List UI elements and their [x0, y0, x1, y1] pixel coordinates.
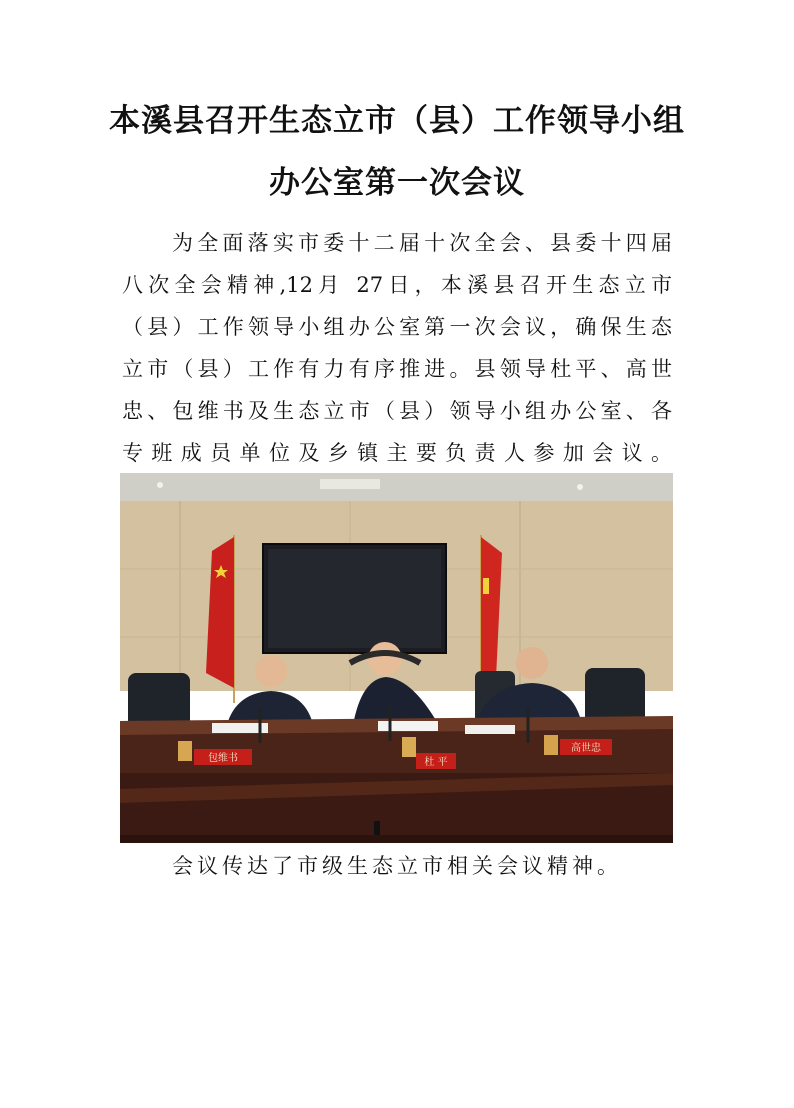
- document-title-line-1: 本溪县召开生态立市（县）工作领导小组: [109, 103, 685, 139]
- document-title-line-2: 办公室第一次会议: [269, 165, 525, 201]
- paragraph-line-3: （县）工作领导小组办公室第一次会议，确保生态: [122, 315, 672, 339]
- nameplate-2: 杜 平: [424, 757, 448, 768]
- nameplate-1: 包维书: [208, 753, 238, 764]
- paragraph-line-1: 为全面落实市委十二届十次全会、县委十四届: [172, 231, 672, 255]
- paragraph-line-5: 忠、包维书及生态立市（县）领导小组办公室、各: [122, 399, 672, 423]
- paragraph-line-2: 八次全会精神,12月 27日，本溪县召开生态立市: [122, 273, 672, 297]
- photo-caption: 会议传达了市级生态立市相关会议精神。: [172, 854, 622, 878]
- paragraph-line-6: 专班成员单位及乡镇主要负责人参加会议。: [122, 441, 672, 465]
- paragraph-line-4: 立市（县）工作有力有序推进。县领导杜平、高世: [122, 357, 672, 381]
- meeting-photo: [120, 473, 673, 843]
- nameplate-3: 高世忠: [571, 743, 601, 754]
